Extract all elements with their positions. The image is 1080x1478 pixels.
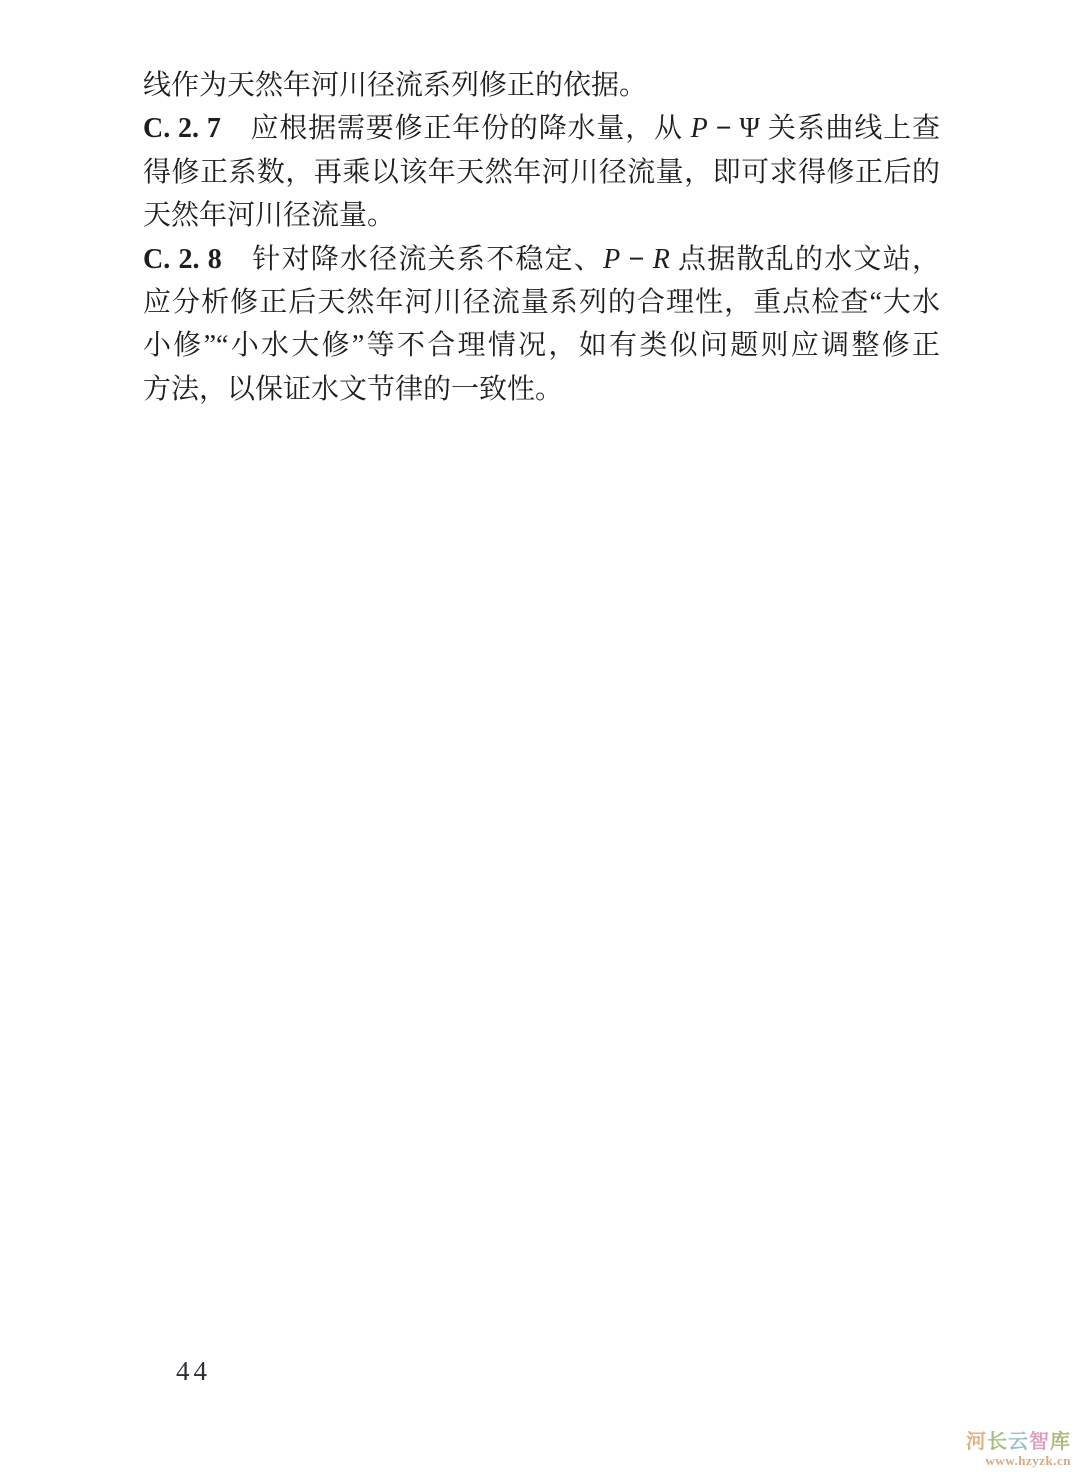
text-segment: 应分析修正后天然年河川径流量系列的合理性，重点检查“大水 (143, 287, 940, 319)
math-variable-p: P (690, 113, 708, 145)
body-text-line (143, 151, 940, 194)
text-segment: 方法，以保证水文节律的一致性。 (143, 373, 564, 405)
text-segment: 天然年河川径流量。 (143, 200, 396, 232)
body-text-line (143, 324, 940, 367)
body-text-line-clause-c28 (143, 238, 940, 281)
body-text-line (143, 194, 940, 237)
math-variable-p: P (603, 243, 621, 275)
body-text-line-clause-c27 (143, 107, 940, 150)
clause-number: C. 2. 7 (143, 113, 221, 145)
clause-number: C. 2. 8 (143, 243, 222, 275)
watermark-url: www.hzyzk.cn (985, 1453, 1071, 1468)
body-text-line (143, 281, 940, 324)
text-segment: 关系曲线上查 (760, 113, 940, 145)
math-minus: − (707, 113, 740, 145)
body-text-line (143, 64, 940, 107)
math-variable-r: R (652, 243, 670, 275)
text-segment: 得修正系数，再乘以该年天然年河川径流量，即可求得修正后的 (143, 156, 940, 188)
body-text-line (143, 368, 940, 411)
watermark-char: 河 (966, 1431, 987, 1453)
math-minus: − (620, 243, 653, 275)
text-segment: 点据散乱的水文站， (669, 243, 940, 275)
text-segment: 线作为天然年河川径流系列修正的依据。 (143, 70, 648, 101)
watermark-char: 长 (987, 1431, 1008, 1453)
text-segment: 应根据需要修正年份的降水量，从 (220, 113, 691, 145)
watermark-char: 云 (1008, 1431, 1029, 1453)
math-symbol-psi: Ψ (739, 113, 761, 145)
text-segment: 小修”“小水大修”等不合理情况，如有类似问题则应调整修正 (143, 330, 940, 362)
watermark-char: 智 (1029, 1431, 1050, 1453)
text-segment: 针对降水径流关系不稳定、 (221, 243, 604, 275)
page-number: 44 (176, 1356, 211, 1386)
body-text-block (143, 64, 940, 411)
watermark-brand-text (966, 1431, 1071, 1454)
watermark (966, 1431, 1071, 1468)
watermark-char: 库 (1050, 1431, 1071, 1453)
